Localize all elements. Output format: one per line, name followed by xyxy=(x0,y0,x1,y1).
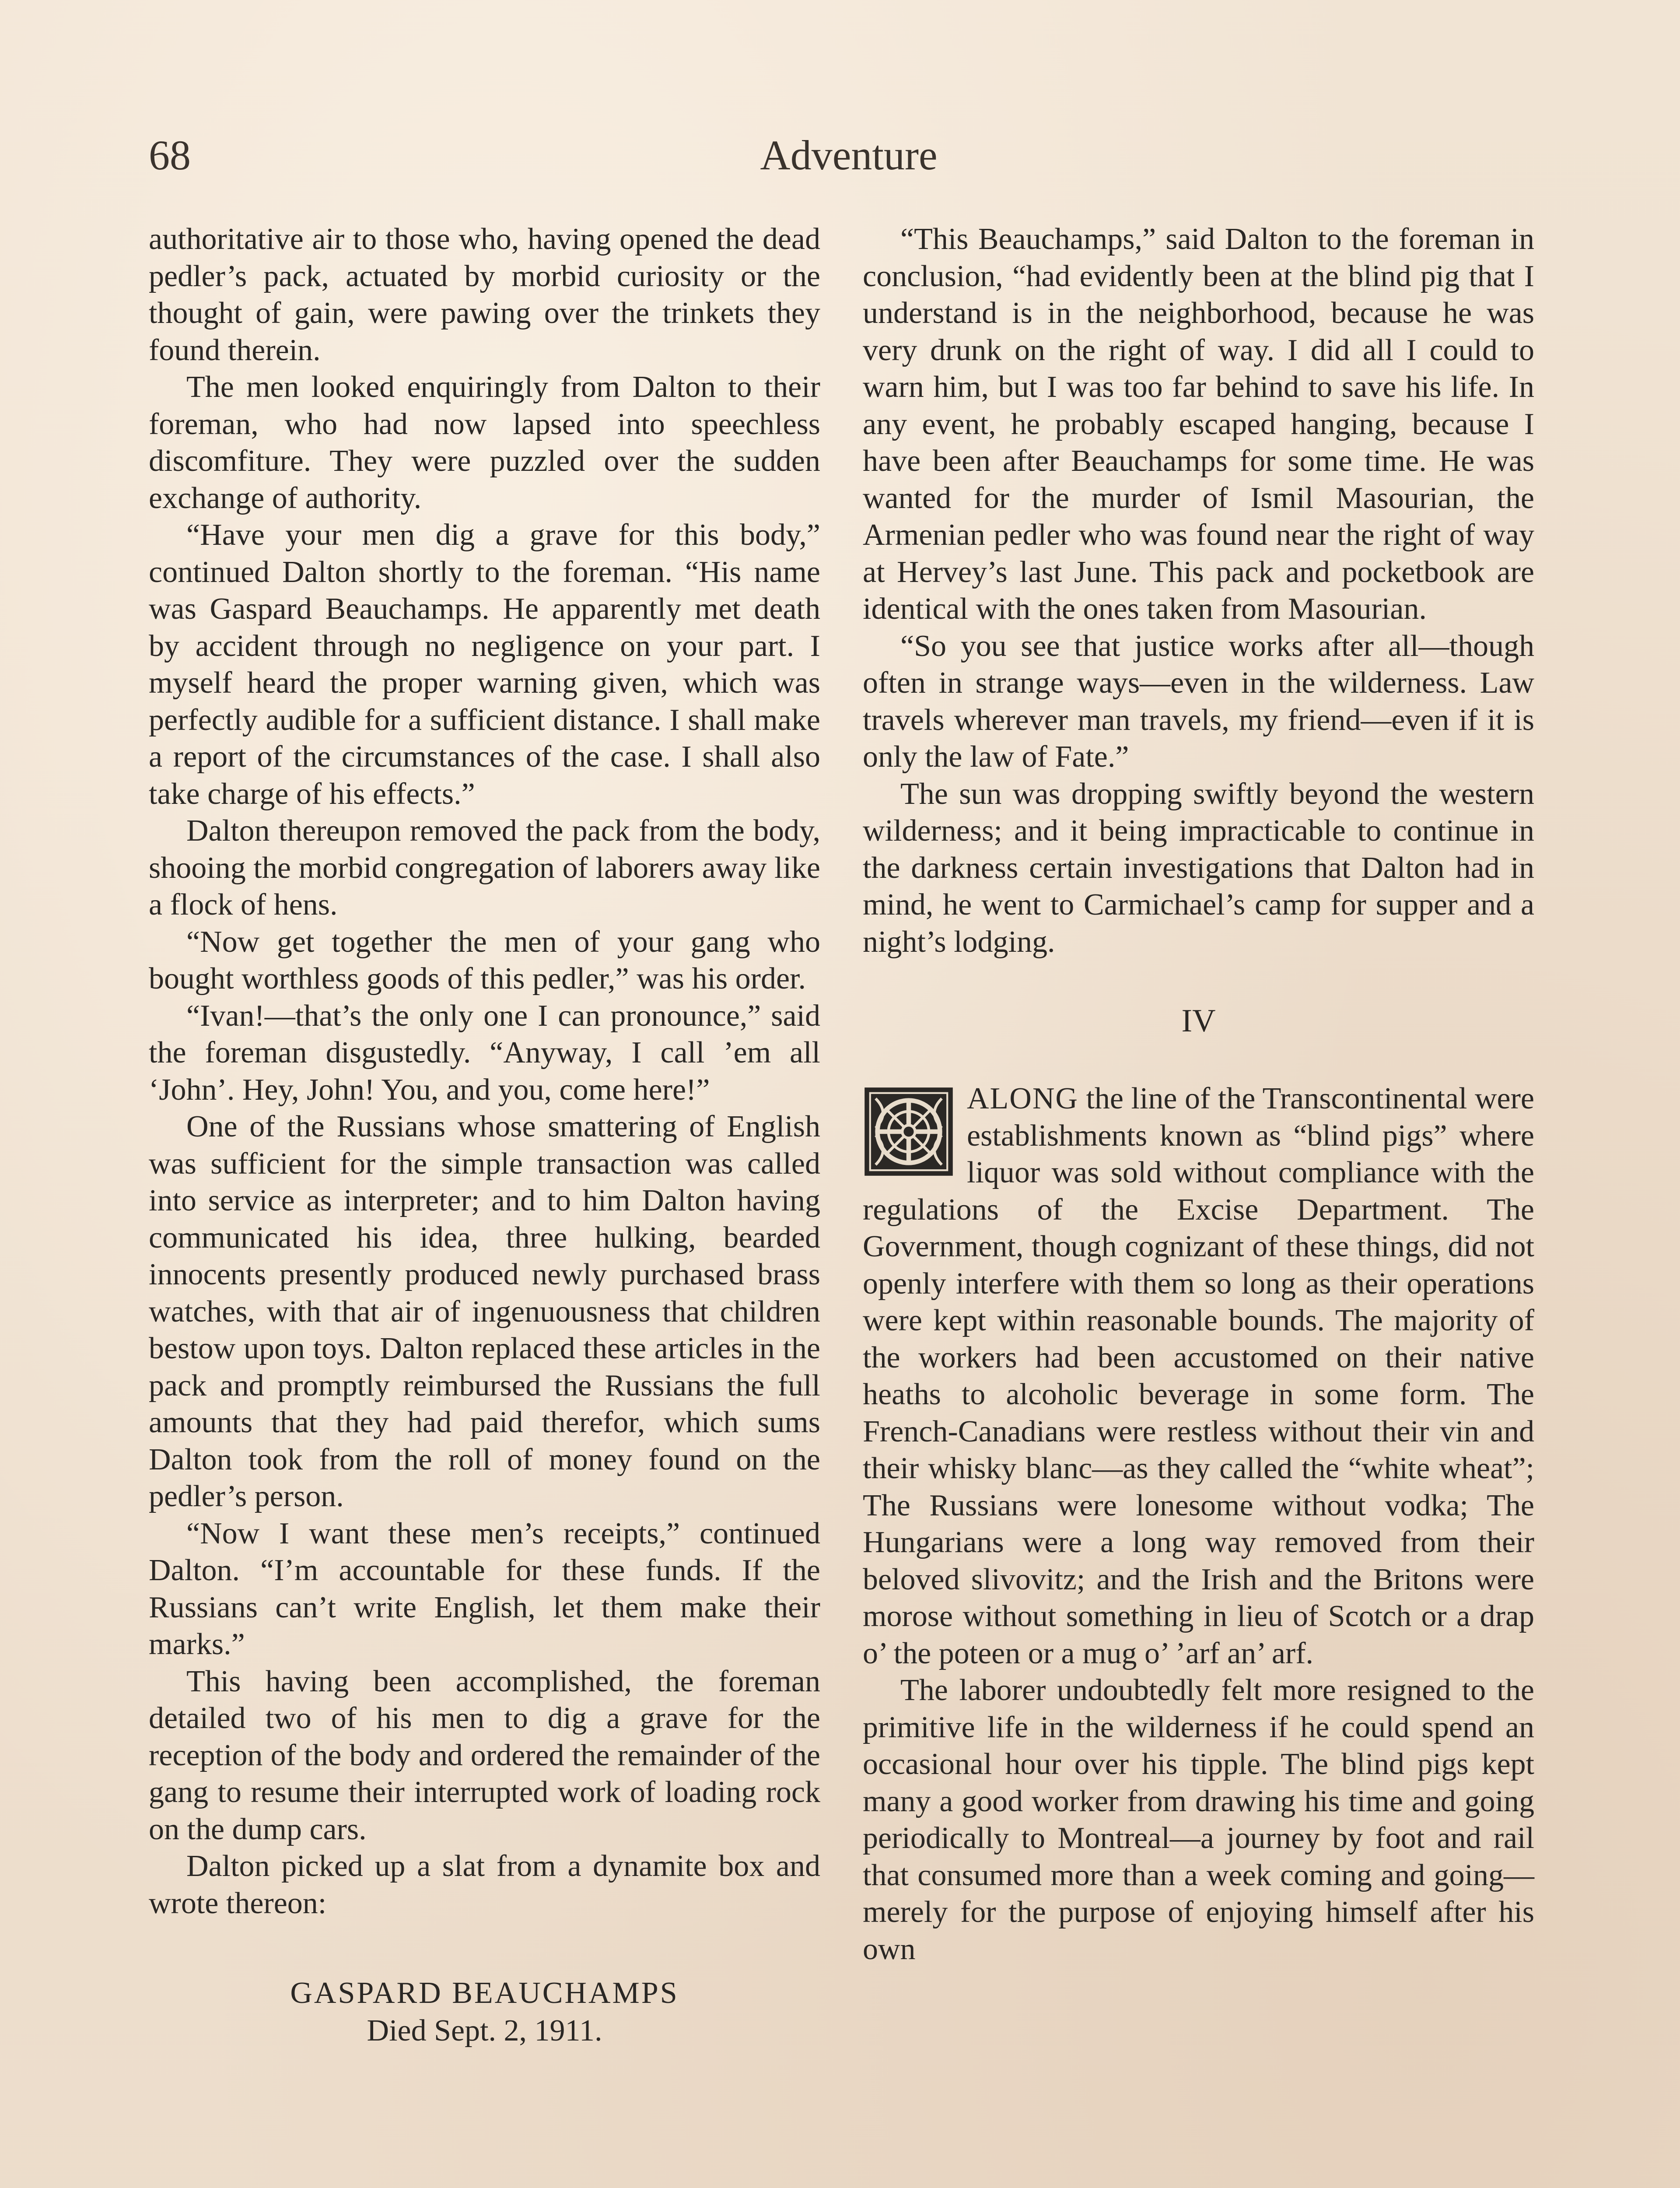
paragraph: The laborer undoubtedly felt more resigned to the primitive life in the wilderness if he could spend an occasional hour over his tipple. The blind pigs kept many a good worker from drawing his time and going periodically to Montreal—a journey by foot and rail that consumed more than a week coming and going—merely for the purpose of enjoying himself after his own xyxy=(863,1673,1534,1966)
left-column xyxy=(149,221,820,2050)
paragraph: Dalton thereupon removed the pack from the body, shooing the morbid congregation of laborers away like a flock of hens. xyxy=(149,814,820,922)
epitaph xyxy=(149,1974,820,2050)
paragraph: “This Beauchamps,” said Dalton to the foreman in conclusion, “had evidently been at the blind pig that I understand is in the neighborhood, because he was very drunk on the right of way. I did all I could to warn him, but I was too far behind to save his life. In any event, he probably escaped hanging, because I have been after Beauchamps for some time. He was wanted for the murder of Ismil Masourian, the Armenian pedler who was found near the right of way at Hervey’s last June. This pack and pocketbook are identical with the ones taken from Masourian. xyxy=(863,222,1534,626)
paragraph: authoritative air to those who, having opened the dead pedler’s pack, actuated by morbid curiosity or the thought of gain, were pawing over the trinkets they found therein. xyxy=(149,222,820,367)
page-number: 68 xyxy=(149,132,191,179)
celtic-knot-ornament-icon xyxy=(863,1086,955,1178)
paragraph-text: the line of the Transcontinental were establishments known as “blind pigs” where liquor was sold without compliance with the regulations of the Excise Department. The Government, though cognizant of these things, did not openly interfere with them so long as their operations were kept within reasonable bounds. The majority of the workers had been accustomed on their native heaths to alcoholic beverage in some form. The French-Canadians were restless without their vin and their whisky blanc—as they called the “white wheat”; The Russians were lonesome without vodka; The Hungarians were a long way removed from their beloved slivovitz; and the Irish and the Britons were morose without something in lieu of Scotch or a drap o’ the poteen or a mug o’ ’arf an’ arf. xyxy=(863,1082,1535,1670)
paragraph: One of the Russians whose smattering of English was sufficient for the simple transaction was called into service as interpreter; and to him Dalton having communicated his idea, three hulking, bearded innocents presently produced newly purchased brass watches, with that air of ingenuousness that children bestow upon toys. Dalton replaced these articles in the pack and promptly reimbursed the Russians the full amounts that they had paid therefor, which sums Dalton took from the roll of money found on the pedler’s person. xyxy=(149,1110,820,1513)
paragraph: Dalton picked up a slat from a dynamite box and wrote thereon: xyxy=(149,1849,820,1920)
paragraph: This having been accomplished, the foreman detailed two of his men to dig a grave for the reception of the body and ordered the remainder of the gang to resume their interrupted work of loading rock on the dump cars. xyxy=(149,1664,820,1846)
right-column xyxy=(863,221,1534,1968)
paragraph: “Now I want these men’s receipts,” continued Dalton. “I’m accountable for these funds. If the Russians can’t write English, let them make their marks.” xyxy=(149,1516,820,1661)
section-heading: IV xyxy=(1181,1003,1216,1039)
section-opening-paragraph xyxy=(863,1080,1534,1672)
epitaph-name: GASPARD BEAUCHAMPS xyxy=(290,1976,679,2010)
paragraph: The men looked enquiringly from Dalton to their foreman, who had now lapsed into speechless discomfiture. They were puzzled over the sudden exchange of authority. xyxy=(149,370,820,515)
paragraph: “Ivan!—that’s the only one I can pronounce,” said the foreman disgustedly. “Anyway, I call ’em all ‘John’. Hey, John! You, and you, come here!” xyxy=(149,999,820,1107)
paragraph: The sun was dropping swiftly beyond the western wilderness; and it being impracticable to continue in the darkness certain investigations that Dalton had in mind, he went to Carmichael’s camp for supper and a night’s lodging. xyxy=(863,777,1534,959)
paragraph: “So you see that justice works after all—though often in strange ways—even in the wilderness. Law travels wherever man travels, my friend—even if it is only the law of Fate.” xyxy=(863,629,1534,774)
running-head: Adventure xyxy=(760,132,938,179)
page-header xyxy=(149,127,1527,193)
paragraph: “Have your men dig a grave for this body,” continued Dalton shortly to the foreman. “His name was Gaspard Beauchamps. He apparently met death by accident through no negligence on your part. I myself heard the proper warning given, which was perfectly audible for a sufficient distance. I shall make a report of the circumstances of the case. I shall also take charge of his effects.” xyxy=(149,518,820,811)
paragraph: “Now get together the men of your gang who bought worthless goods of this pedler,” was his order. xyxy=(149,925,820,996)
epitaph-date: Died Sept. 2, 1911. xyxy=(367,2014,602,2048)
lead-words: ALONG xyxy=(967,1082,1078,1115)
